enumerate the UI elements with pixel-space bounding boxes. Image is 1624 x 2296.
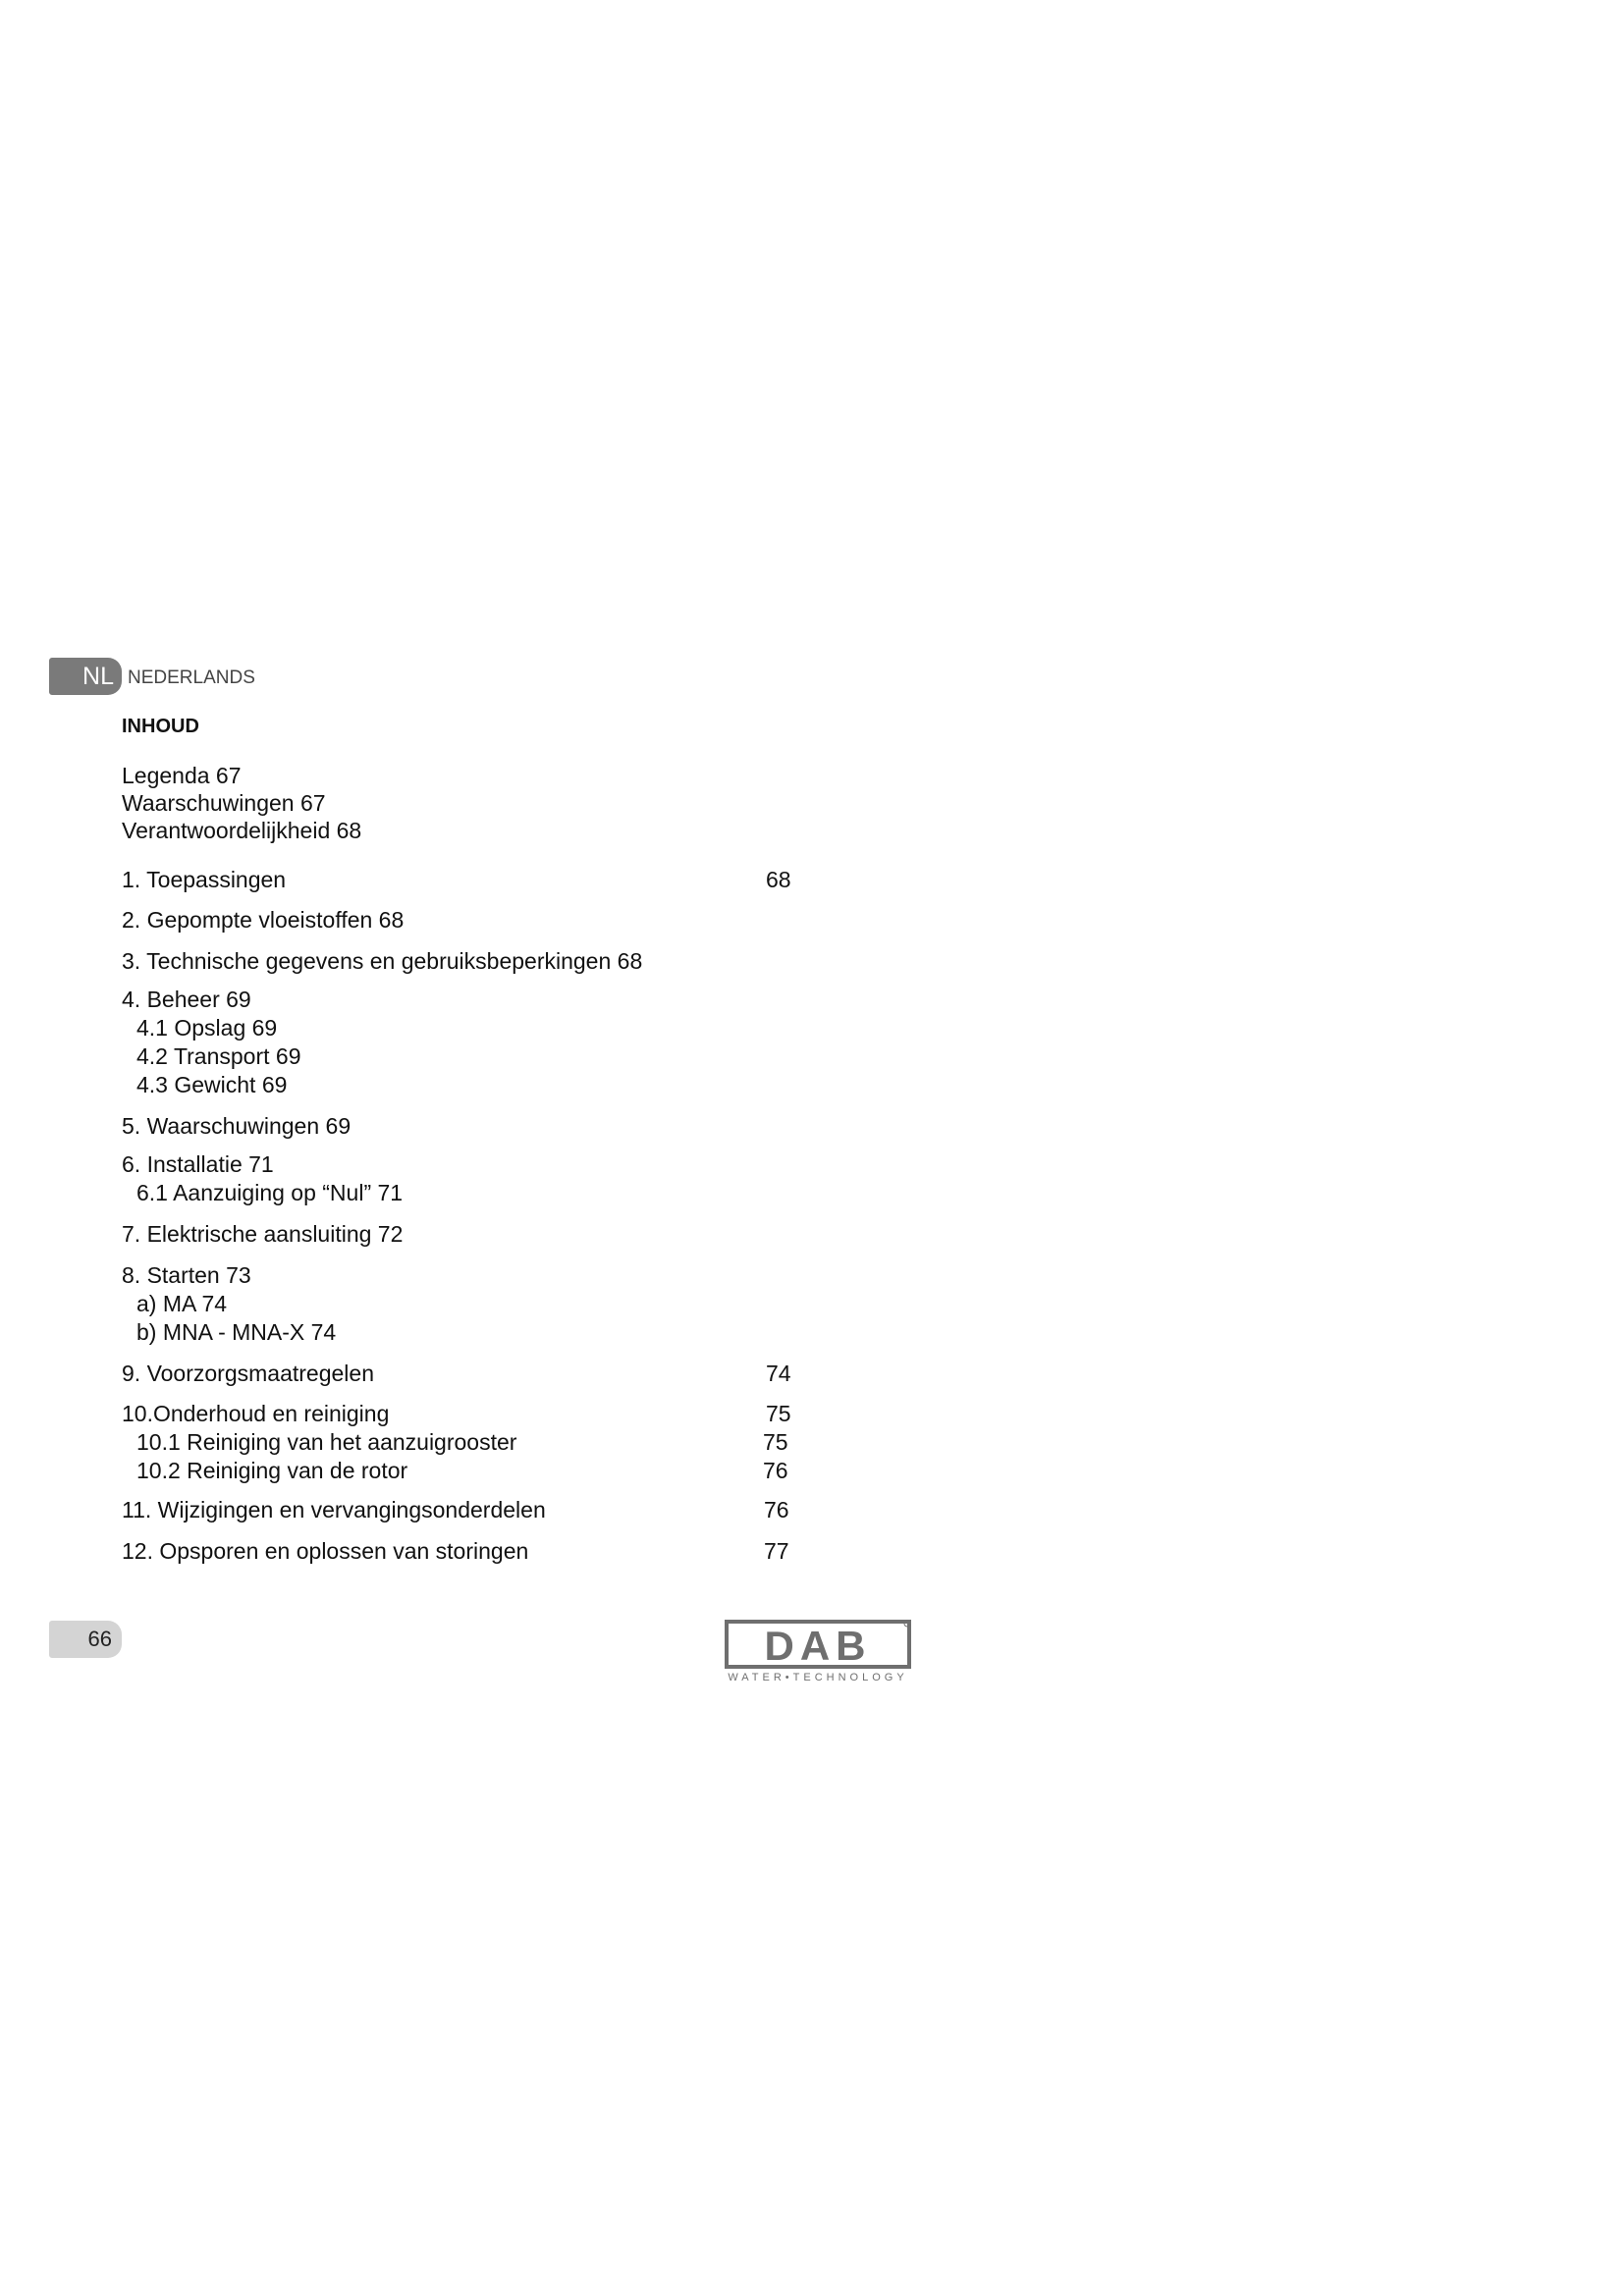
toc-entry: 3. Technische gegevens en gebruiksbeperkingen 68	[122, 948, 643, 974]
toc-entry: 11. Wijzigingen en vervangingsonderdelen	[122, 1497, 546, 1522]
toc-page-number: 68	[766, 867, 791, 892]
toc-entry: 5. Waarschuwingen 69	[122, 1113, 352, 1139]
toc-entry: 7. Elektrische aansluiting 72	[122, 1221, 404, 1247]
toc-entry: 10.1 Reiniging van het aanzuigrooster	[136, 1429, 517, 1455]
toc-entry: 4.3 Gewicht 69	[136, 1072, 288, 1097]
toc-entry: b) MNA - MNA-X 74	[136, 1319, 337, 1345]
toc-page-number: 77	[764, 1538, 789, 1564]
toc-page-number: 76	[764, 1497, 789, 1522]
page-number-tab	[49, 1621, 122, 1658]
language-tab	[49, 658, 122, 695]
toc-entry: 4.2 Transport 69	[136, 1043, 301, 1069]
page-number: 66	[87, 1627, 112, 1651]
toc-title: INHOUD	[122, 716, 199, 737]
logo-text: DAB	[764, 1623, 872, 1669]
toc-entry: 6. Installatie 71	[122, 1151, 274, 1177]
logo-tagline: WATER•TECHNOLOGY	[728, 1672, 908, 1683]
dab-logo	[725, 1620, 917, 1684]
toc-page-number: 75	[763, 1429, 788, 1455]
toc-page-number: 75	[766, 1401, 791, 1426]
toc-page-number: 74	[766, 1361, 791, 1386]
toc-entry: a) MA 74	[136, 1291, 228, 1316]
toc-entry: Waarschuwingen 67	[122, 790, 326, 816]
toc-entry: 4.1 Opslag 69	[136, 1015, 278, 1041]
toc-page-number: 76	[763, 1458, 788, 1483]
toc-entry: 9. Voorzorgsmaatregelen	[122, 1361, 374, 1386]
toc-entry: 6.1 Aanzuiging op “Nul” 71	[136, 1180, 404, 1205]
toc-entry: 2. Gepompte vloeistoffen 68	[122, 907, 405, 933]
toc-entry: Legenda 67	[122, 763, 242, 788]
toc-entry: 1. Toepassingen	[122, 867, 287, 892]
toc-entry: 10.Onderhoud en reiniging	[122, 1401, 390, 1426]
toc-entry: Verantwoordelijkheid 68	[122, 818, 362, 843]
toc-entry: 4. Beheer 69	[122, 987, 251, 1012]
toc-entry: 10.2 Reiniging van de rotor	[136, 1458, 408, 1483]
toc-entry: 8. Starten 73	[122, 1262, 251, 1288]
toc-entry: 12. Opsporen en oplossen van storingen	[122, 1538, 529, 1564]
language-name: NEDERLANDS	[128, 667, 255, 688]
language-code: NL	[82, 663, 114, 690]
